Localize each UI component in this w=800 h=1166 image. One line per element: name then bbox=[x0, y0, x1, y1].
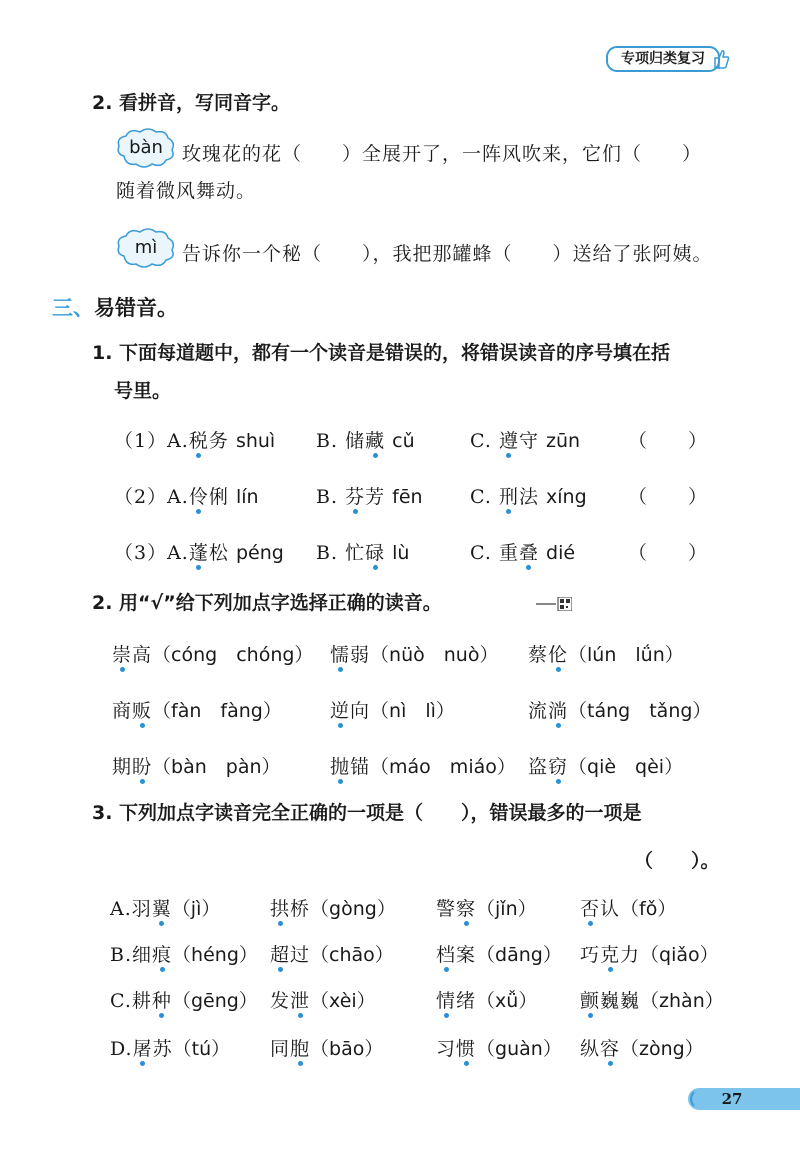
pinyin: （xèi） bbox=[310, 990, 376, 1012]
word-option bbox=[110, 940, 258, 967]
word bbox=[580, 898, 620, 920]
dotted-char: 种 bbox=[151, 990, 172, 1012]
option-b bbox=[316, 482, 423, 509]
word-pre: 期 bbox=[112, 756, 133, 778]
word-post: 力 bbox=[620, 944, 641, 966]
word-pre: 重 bbox=[498, 542, 519, 564]
word-post: 案 bbox=[456, 944, 477, 966]
word-post: 弱 bbox=[350, 644, 371, 666]
word-pre: 蔡 bbox=[528, 644, 549, 666]
dotted-char: 惯 bbox=[456, 1038, 477, 1060]
word-post: 高 bbox=[132, 644, 153, 666]
pinyin: péng bbox=[235, 542, 284, 564]
dotted-char: 叠 bbox=[518, 542, 539, 564]
word-pre: 细 bbox=[132, 944, 153, 966]
dotted-char: 档 bbox=[436, 944, 457, 966]
option-label: B. bbox=[110, 944, 133, 966]
pinyin-choices: （bàn pàn） bbox=[152, 756, 281, 778]
option-a bbox=[189, 542, 284, 564]
word bbox=[270, 944, 310, 966]
row-label: （1）A. bbox=[114, 430, 189, 452]
section-tag: 专项归类复习 bbox=[606, 46, 720, 72]
word-post: 巍巍 bbox=[600, 990, 641, 1012]
pinyin-choices: （máo miáo） bbox=[370, 756, 516, 778]
row-label: （3）A. bbox=[114, 542, 189, 564]
dotted-char: 颤 bbox=[580, 990, 601, 1012]
word-post: 务 bbox=[208, 430, 229, 452]
word-post: 桥 bbox=[290, 898, 311, 920]
section-number: 三、 bbox=[52, 296, 94, 320]
word-pre: 储 bbox=[345, 430, 366, 452]
pinyin: （zòng） bbox=[620, 1038, 704, 1060]
pinyin: lù bbox=[392, 542, 410, 564]
section-heading bbox=[52, 292, 178, 322]
word-pre: 习 bbox=[436, 1038, 457, 1060]
option-label: A. bbox=[110, 898, 132, 920]
pinyin-cloud-ban bbox=[114, 126, 178, 170]
dotted-char: 胞 bbox=[290, 1038, 311, 1060]
pinyin: （héng） bbox=[172, 944, 258, 966]
pinyin-label: mì bbox=[134, 237, 158, 258]
pinyin: （tú） bbox=[172, 1038, 231, 1060]
option-row bbox=[114, 538, 284, 565]
word-option bbox=[580, 940, 719, 967]
dotted-char: 泄 bbox=[290, 990, 311, 1012]
word bbox=[112, 700, 152, 722]
word bbox=[580, 990, 640, 1012]
word-post: 法 bbox=[518, 486, 539, 508]
word-pre: 巧 bbox=[580, 944, 601, 966]
sentence-line: 随着微风舞动。 bbox=[116, 180, 257, 202]
option-label: C. bbox=[470, 542, 492, 564]
dotted-char: 碌 bbox=[365, 542, 386, 564]
word-pre: 羽 bbox=[131, 898, 152, 920]
option-c bbox=[470, 426, 580, 453]
pinyin: shuì bbox=[235, 430, 276, 452]
option-label: B. bbox=[316, 486, 339, 508]
pinyin-choices: （qiè qèi） bbox=[568, 756, 684, 778]
option-a bbox=[189, 486, 259, 508]
word bbox=[330, 700, 370, 722]
question-title: 1. 下面每道题中，都有一个读音是错误的，将错误读音的序号填在括 bbox=[92, 342, 671, 364]
word-option bbox=[270, 894, 396, 921]
dotted-char: 拱 bbox=[270, 898, 291, 920]
option-c bbox=[470, 482, 587, 509]
word-post: 锚 bbox=[350, 756, 371, 778]
word bbox=[436, 1038, 476, 1060]
word-option bbox=[110, 1034, 230, 1061]
answer-paren: （ ）。 bbox=[634, 850, 720, 872]
section-title: 易错音。 bbox=[94, 296, 178, 320]
word bbox=[132, 990, 172, 1012]
pinyin: fēn bbox=[392, 486, 423, 508]
word-option bbox=[436, 894, 537, 921]
word-option bbox=[270, 1034, 383, 1061]
word-post: 俐 bbox=[208, 486, 229, 508]
pinyin: （fǒ） bbox=[620, 898, 677, 920]
word bbox=[112, 756, 152, 778]
pinyin: （jì） bbox=[171, 898, 221, 920]
pinyin: （guàn） bbox=[476, 1038, 562, 1060]
word bbox=[132, 944, 172, 966]
word-pre: 忙 bbox=[345, 542, 366, 564]
dotted-char: 淌 bbox=[548, 700, 569, 722]
word bbox=[436, 944, 476, 966]
word bbox=[528, 700, 568, 722]
word-option bbox=[436, 940, 562, 967]
word-pre: 同 bbox=[270, 1038, 291, 1060]
word-pre: 流 bbox=[528, 700, 549, 722]
word-choice bbox=[330, 640, 498, 667]
question-title: 2. 用“√”给下列加点字选择正确的读音。 bbox=[92, 592, 442, 614]
dotted-char: 容 bbox=[600, 1038, 621, 1060]
word-option bbox=[110, 894, 220, 921]
dotted-char: 伶 bbox=[188, 486, 209, 508]
word-choice bbox=[528, 752, 683, 779]
dotted-char: 抛 bbox=[330, 756, 351, 778]
word-pre: 耕 bbox=[131, 990, 152, 1012]
dotted-char: 翼 bbox=[151, 898, 172, 920]
pinyin-label: bàn bbox=[129, 137, 163, 158]
dotted-char: 贩 bbox=[132, 700, 153, 722]
word-pre: 盗 bbox=[528, 756, 549, 778]
dotted-char: 蓬 bbox=[188, 542, 209, 564]
word bbox=[436, 990, 476, 1012]
pinyin: （xǚ） bbox=[476, 990, 538, 1012]
word-option bbox=[270, 986, 376, 1013]
word-post: 苏 bbox=[152, 1038, 173, 1060]
word-choice bbox=[112, 752, 281, 779]
dotted-char: 芬 bbox=[345, 486, 366, 508]
pinyin: （gēng） bbox=[171, 990, 258, 1012]
word-choice bbox=[112, 696, 282, 723]
pinyin: zūn bbox=[546, 430, 581, 452]
pinyin-cloud-mi bbox=[114, 226, 178, 270]
word-option bbox=[580, 1034, 704, 1061]
word-post: 过 bbox=[290, 944, 311, 966]
option-label: C. bbox=[470, 430, 492, 452]
pinyin-choices: （fàn fàng） bbox=[152, 700, 282, 722]
question-title: 3. 下列加点字读音完全正确的一项是（ ），错误最多的一项是 bbox=[92, 802, 642, 824]
word bbox=[330, 756, 370, 778]
option-a bbox=[189, 430, 275, 452]
pinyin: dié bbox=[546, 542, 576, 564]
word-pre: 商 bbox=[112, 700, 133, 722]
word-choice bbox=[112, 640, 313, 667]
option-c bbox=[470, 538, 575, 565]
word-choice bbox=[528, 696, 711, 723]
option-row bbox=[114, 426, 275, 453]
dotted-char: 遵 bbox=[498, 430, 519, 452]
dotted-char: 察 bbox=[456, 898, 477, 920]
word-post: 绪 bbox=[456, 990, 477, 1012]
word bbox=[112, 644, 152, 666]
answer-paren: （ ） bbox=[628, 542, 709, 564]
dotted-char: 窃 bbox=[548, 756, 569, 778]
word bbox=[270, 990, 310, 1012]
dotted-char: 盼 bbox=[132, 756, 153, 778]
pinyin: （dāng） bbox=[476, 944, 562, 966]
pinyin: lín bbox=[235, 486, 259, 508]
pinyin: （qiǎo） bbox=[640, 944, 719, 966]
pinyin: xíng bbox=[546, 486, 587, 508]
option-b bbox=[316, 426, 415, 453]
word bbox=[330, 644, 370, 666]
pinyin: （gòng） bbox=[310, 898, 396, 920]
word-option bbox=[436, 986, 537, 1013]
pinyin-choices: （nüò nuò） bbox=[370, 644, 499, 666]
dotted-char: 税 bbox=[188, 430, 209, 452]
dotted-char: 刑 bbox=[498, 486, 519, 508]
dotted-char: 否 bbox=[580, 898, 601, 920]
word-option bbox=[580, 986, 724, 1013]
option-label: D. bbox=[110, 1038, 133, 1060]
row-label: （2）A. bbox=[114, 486, 189, 508]
question-title: 号里。 bbox=[114, 380, 172, 402]
option-row bbox=[114, 482, 259, 509]
pinyin: cǔ bbox=[392, 430, 415, 452]
dotted-char: 痕 bbox=[152, 944, 173, 966]
question-2-title: 2. 看拼音，写同音字。 bbox=[92, 92, 291, 114]
pinyin: （bāo） bbox=[310, 1038, 384, 1060]
dotted-char: 逆 bbox=[330, 700, 351, 722]
page-number: 27 bbox=[721, 1090, 743, 1108]
pinyin: （zhàn） bbox=[640, 990, 724, 1012]
dotted-char: 伦 bbox=[548, 644, 569, 666]
word-post: 向 bbox=[350, 700, 371, 722]
word-pre: 纵 bbox=[580, 1038, 601, 1060]
dotted-char: 情 bbox=[436, 990, 457, 1012]
word-pre: 发 bbox=[270, 990, 291, 1012]
word-post: 芳 bbox=[365, 486, 386, 508]
pinyin: （jǐn） bbox=[476, 898, 537, 920]
pinyin-choices: （táng tǎng） bbox=[568, 700, 712, 722]
word-choice bbox=[528, 640, 684, 667]
word bbox=[580, 944, 640, 966]
word-option bbox=[110, 986, 258, 1013]
word-post: 松 bbox=[208, 542, 229, 564]
sentence-line: 告诉你一个秘（ ），我把那罐蜂（ ）送给了张阿姨。 bbox=[182, 243, 713, 265]
word-pre: 警 bbox=[436, 898, 457, 920]
sentence-line: 玫瑰花的花（ ）全展开了，一阵风吹来，它们（ ） bbox=[182, 143, 703, 165]
pinyin-choices: （lún lǘn） bbox=[568, 644, 684, 666]
word bbox=[528, 644, 568, 666]
word bbox=[270, 898, 310, 920]
word-choice bbox=[330, 696, 455, 723]
answer-paren: （ ） bbox=[628, 486, 709, 508]
pinyin-choices: （cóng chóng） bbox=[152, 644, 314, 666]
option-label: C. bbox=[110, 990, 132, 1012]
option-label: B. bbox=[316, 430, 339, 452]
word bbox=[580, 1038, 620, 1060]
option-b bbox=[316, 538, 409, 565]
pinyin: （chāo） bbox=[310, 944, 394, 966]
dotted-char: 屠 bbox=[132, 1038, 153, 1060]
word-option bbox=[580, 894, 676, 921]
answer-paren: （ ） bbox=[628, 430, 709, 452]
thumbs-up-icon bbox=[712, 48, 730, 70]
dotted-char: 懦 bbox=[330, 644, 351, 666]
option-label: C. bbox=[470, 486, 492, 508]
word bbox=[133, 1038, 173, 1060]
word-choice bbox=[330, 752, 516, 779]
word bbox=[528, 756, 568, 778]
option-label: B. bbox=[316, 542, 339, 564]
word-option bbox=[436, 1034, 562, 1061]
word bbox=[132, 898, 172, 920]
dotted-char: 超 bbox=[270, 944, 291, 966]
pinyin-choices: （nì lì） bbox=[370, 700, 455, 722]
qr-code-icon bbox=[536, 596, 572, 610]
dotted-char: 崇 bbox=[112, 644, 133, 666]
dotted-char: 藏 bbox=[365, 430, 386, 452]
word-option bbox=[270, 940, 394, 967]
word-post: 认 bbox=[600, 898, 621, 920]
word bbox=[270, 1038, 310, 1060]
word bbox=[436, 898, 476, 920]
word-post: 守 bbox=[518, 430, 539, 452]
dotted-char: 克 bbox=[600, 944, 621, 966]
